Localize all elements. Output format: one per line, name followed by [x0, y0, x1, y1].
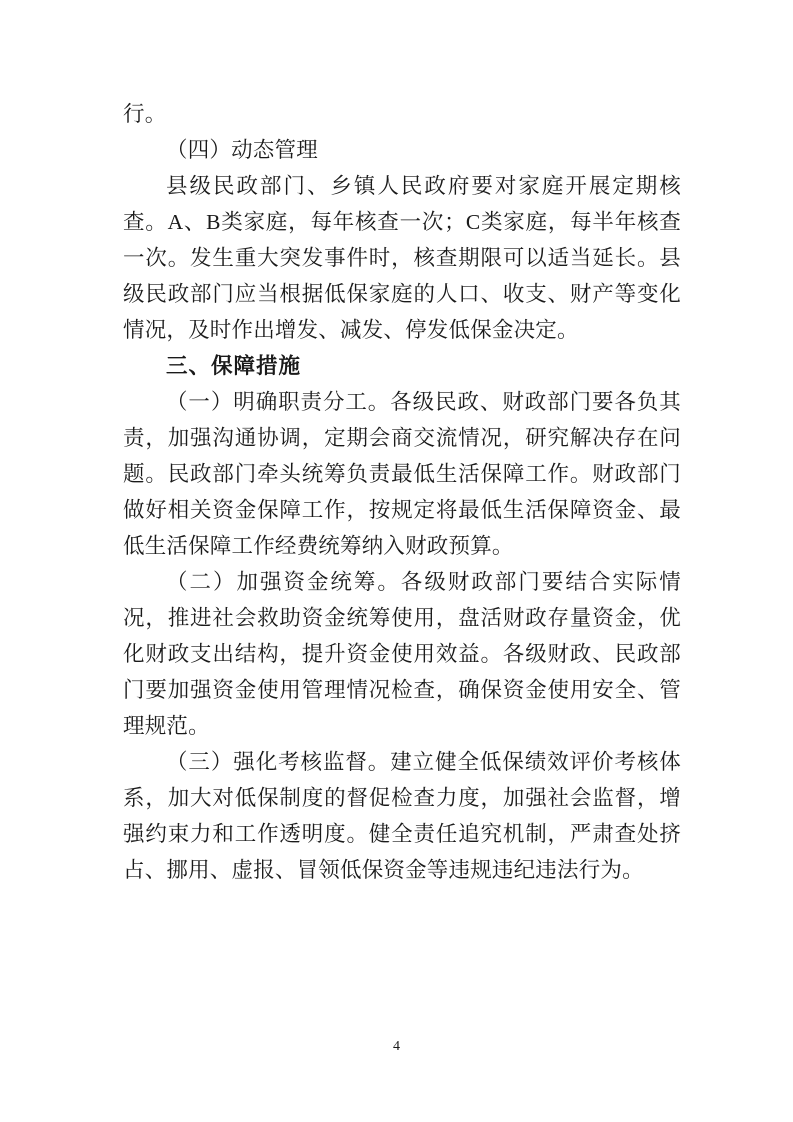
section-heading-3: 三、保障措施 [166, 354, 302, 378]
page-footer [0, 1038, 793, 1056]
document-body [123, 96, 681, 888]
paragraph-funding: （二）加强资金统筹。各级财政部门要结合实际情况，推进社会救助资金统筹使用，盘活财政存量资金，优化财政支出结构，提升资金使用效益。各级财政、民政部门要加强资金使用管理情况检查，确保资金使用安全、管理规范。 [123, 570, 681, 738]
paragraph-responsibilities: （一）明确职责分工。各级民政、财政部门要各负其责，加强沟通协调，定期会商交流情况，研究解决存在问题。民政部门牵头统筹负责最低生活保障工作。财政部门做好相关资金保障工作，按规定将最低生活保障资金、最低生活保障工作经费统筹纳入财政预算。 [123, 390, 681, 558]
paragraph-dynamic-management: 县级民政部门、乡镇人民政府要对家庭开展定期核查。A、B类家庭，每年核查一次；C类家庭，每半年核查一次。发生重大突发事件时，核查期限可以适当延长。县级民政部门应当根据低保家庭的人口、收支、财产等变化情况，及时作出增发、减发、停发低保金决定。 [123, 174, 681, 342]
paragraph-supervision: （三）强化考核监督。建立健全低保绩效评价考核体系，加大对低保制度的督促检查力度，加强社会监督，增强约束力和工作透明度。健全责任追究机制，严肃查处挤占、挪用、虚报、冒领低保资金等违规违纪违法行为。 [123, 750, 681, 882]
page-number: 4 [393, 1039, 400, 1054]
subsection-heading-4: （四）动态管理 [166, 138, 318, 162]
paragraph-continuation: 行。 [123, 102, 167, 126]
